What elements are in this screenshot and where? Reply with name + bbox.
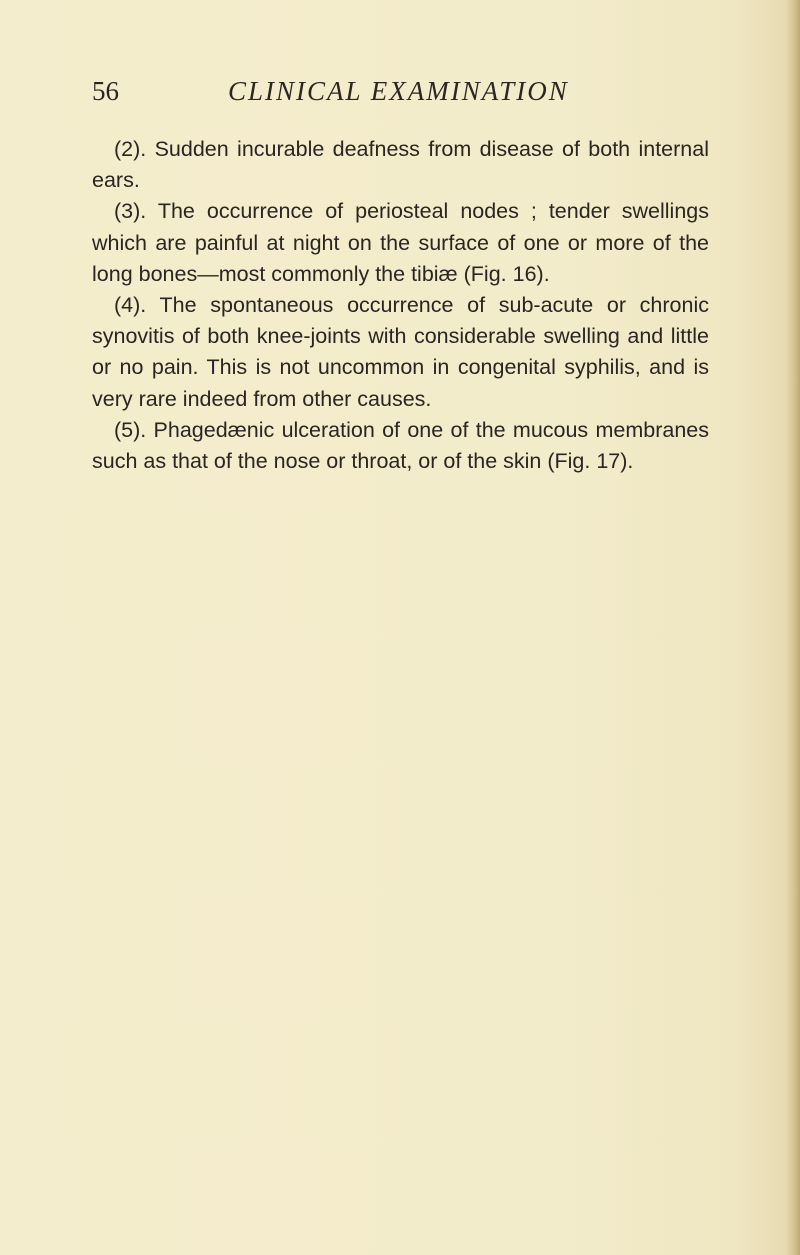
page-header	[92, 76, 712, 116]
page-edge-shadow	[786, 0, 800, 1255]
running-head: CLINICAL EXAMINATION	[228, 76, 569, 106]
paragraph-2: (2). Sudden incurable deafness from disease of both internal ears.	[92, 137, 709, 193]
body-text	[92, 134, 709, 477]
paragraph-3: (3). The occurrence of periosteal nodes ; tender swellings which are painful at night on the surface of one or more of the long bones—most commonly the tibiæ (Fig. 16).	[92, 199, 709, 286]
page-number: 56	[92, 76, 119, 106]
paragraph-4: (4). The spontaneous occurrence of sub-acute or chronic synovitis of both knee-joints with considerable swelling and little or no pain. This is not uncommon in congenital syphilis, and is very rare indeed from other causes.	[92, 293, 709, 411]
paragraph-5: (5). Phagedænic ulceration of one of the mucous membranes such as that of the nose or throat, or of the skin (Fig. 17).	[92, 417, 709, 474]
